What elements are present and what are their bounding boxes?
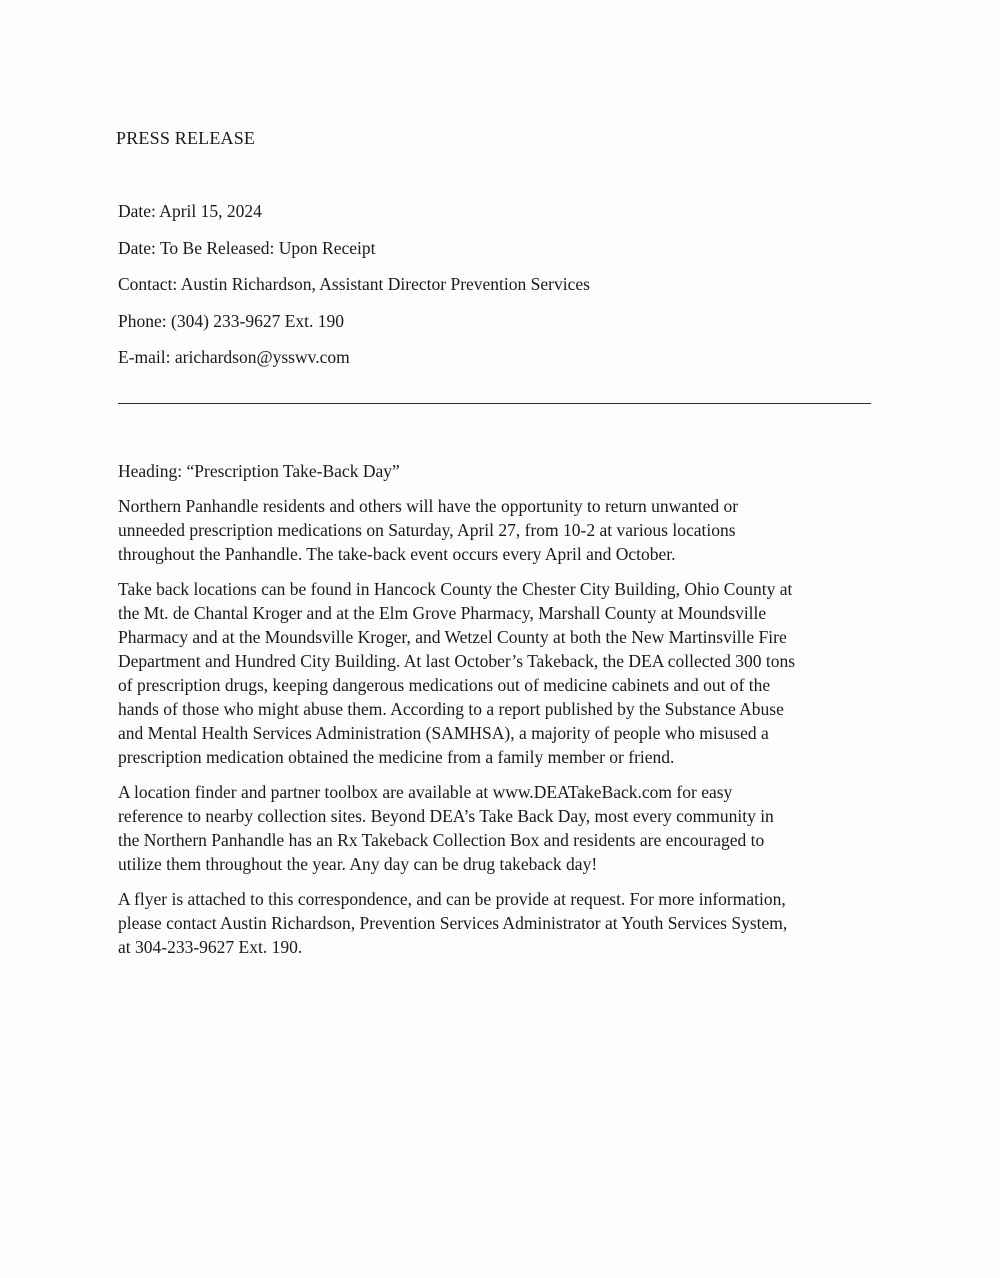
text-line: Department and Hundred City Building. At last October’s Takeback, the DEA collected 300 tons xyxy=(118,651,796,671)
contact-phone: Phone: (304) 233-9627 Ext. 190 xyxy=(118,310,345,331)
text-line: reference to nearby collection sites. Beyond DEA’s Take Back Day, most every community in xyxy=(118,806,774,826)
contact-person: Contact: Austin Richardson, Assistant Director Prevention Services xyxy=(118,274,590,295)
text-line: Take back locations can be found in Hancock County the Chester City Building, Ohio County at xyxy=(118,579,793,599)
paragraph-event-overview xyxy=(118,494,878,566)
text-line: A location finder and partner toolbox are available at www.DEATakeBack.com for easy xyxy=(118,782,733,802)
paragraph-locations xyxy=(118,577,878,769)
text-line: the Northern Panhandle has an Rx Takeback Collection Box and residents are encouraged to xyxy=(118,830,765,850)
text-line: throughout the Panhandle. The take-back event occurs every April and October. xyxy=(118,544,676,564)
contact-email: E-mail: arichardson@ysswv.com xyxy=(118,347,350,368)
text-line: A flyer is attached to this correspondence, and can be provide at request. For more information, xyxy=(118,889,786,909)
text-line: and Mental Health Services Administration (SAMHSA), a majority of people who misused a xyxy=(118,723,769,743)
paragraph-location-finder xyxy=(118,780,878,876)
text-line: please contact Austin Richardson, Prevention Services Administrator at Youth Services System, xyxy=(118,913,788,933)
paragraph-contact-info xyxy=(118,887,878,959)
release-body xyxy=(118,459,878,970)
release-heading: Heading: “Prescription Take-Back Day” xyxy=(118,461,400,481)
text-line: at 304-233-9627 Ext. 190. xyxy=(118,937,303,957)
text-line: Pharmacy and at the Moundsville Kroger, and Wetzel County at both the New Martinsville Fire xyxy=(118,627,787,647)
text-line: of prescription drugs, keeping dangerous medications out of medicine cabinets and out of the xyxy=(118,675,771,695)
text-line: prescription medication obtained the medicine from a family member or friend. xyxy=(118,747,675,767)
press-release-title: PRESS RELEASE xyxy=(116,128,256,148)
release-timing: Date: To Be Released: Upon Receipt xyxy=(118,237,376,258)
text-line: utilize them throughout the year. Any day can be drug takeback day! xyxy=(118,854,598,874)
text-line: unneeded prescription medications on Saturday, April 27, from 10-2 at various locations xyxy=(118,520,736,540)
release-date: Date: April 15, 2024 xyxy=(118,201,262,221)
text-line: Northern Panhandle residents and others will have the opportunity to return unwanted or xyxy=(118,496,739,516)
release-details xyxy=(118,201,590,384)
text-line: the Mt. de Chantal Kroger and at the Elm Grove Pharmacy, Marshall County at Moundsville xyxy=(118,603,767,623)
separator-line xyxy=(118,403,871,404)
text-line: hands of those who might abuse them. According to a report published by the Substance Abuse xyxy=(118,699,784,719)
